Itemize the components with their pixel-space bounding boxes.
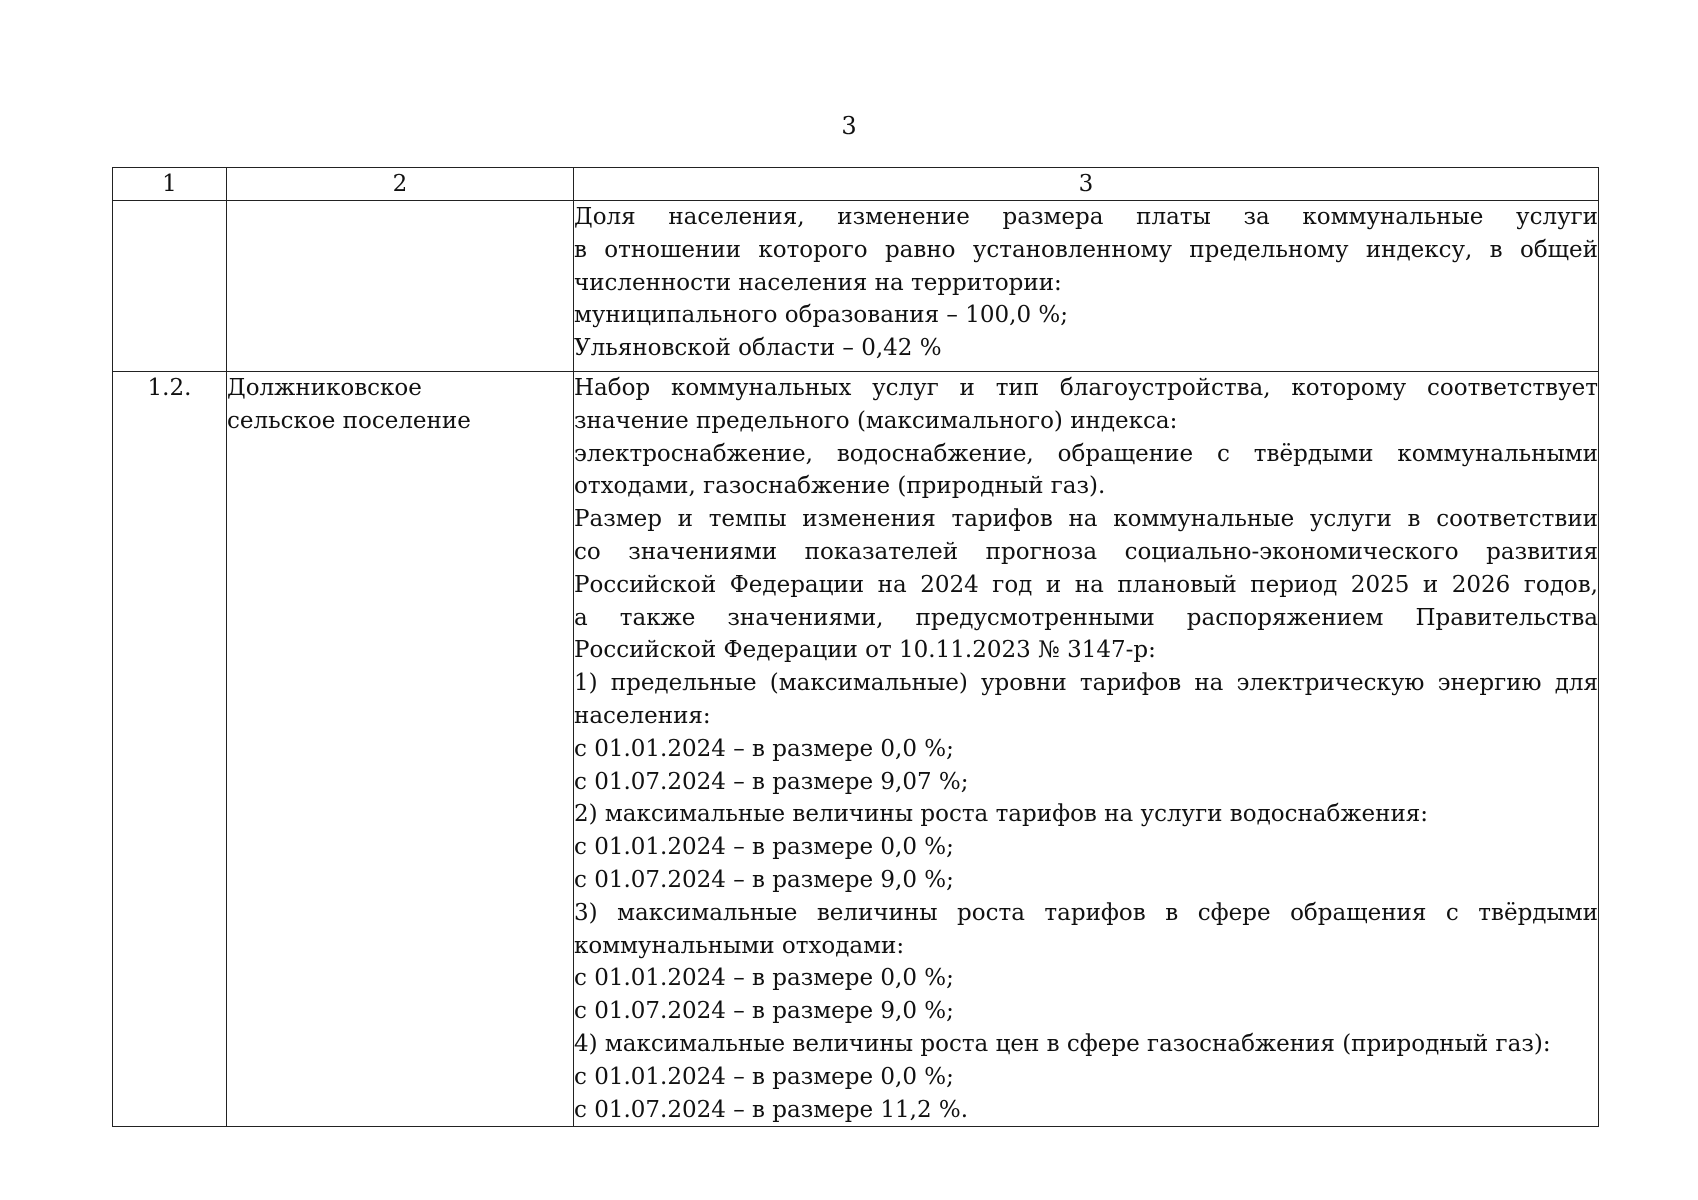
content-text-line: с 01.07.2024 – в размере 9,0 %;	[574, 866, 954, 893]
content-text-line: значение предельного (максимального) индекса:	[574, 407, 1178, 434]
row-number-cell	[113, 201, 227, 372]
content-text-line: с 01.07.2024 – в размере 11,2 %.	[574, 1096, 969, 1123]
content-text-line: Набор коммунальных услуг и тип благоустройства, которому соответствует	[574, 375, 1598, 401]
content-text-line: со значениями показателей прогноза социально-экономического развития	[574, 538, 1598, 565]
content-text-line: с 01.01.2024 – в размере 0,0 %;	[574, 834, 954, 861]
table-row	[113, 201, 1599, 372]
content-text-line: Ульяновской области – 0,42 %	[574, 335, 942, 362]
content-text-line: 4) максимальные величины роста цен в сфере газоснабжения (природный газ):	[574, 1030, 1551, 1057]
content-text-line: 2) максимальные величины роста тарифов на услуги водоснабжения:	[574, 801, 1429, 828]
content-text-line: электроснабжение, водоснабжение, обращение с твёрдыми коммунальными	[574, 440, 1598, 467]
content-text-line: с 01.07.2024 – в размере 9,07 %;	[574, 768, 969, 795]
content-text-line: Размер и темпы изменения тарифов на коммунальные услуги в соответствии	[574, 506, 1598, 533]
row-content-cell	[574, 201, 1599, 372]
row-number-cell: 1.2.	[113, 372, 227, 1127]
content-text-line: Российской Федерации на 2024 год и на плановый период 2025 и 2026 годов,	[574, 571, 1598, 598]
column-header-2: 2	[227, 168, 574, 201]
settlement-name-cell	[227, 201, 574, 372]
content-text-line: отходами, газоснабжение (природный газ).	[574, 473, 1106, 500]
row-content-cell	[574, 372, 1599, 1127]
column-header-1: 1	[113, 168, 227, 201]
content-text-line: 1) предельные (максимальные) уровни тарифов на электрическую энергию для	[574, 670, 1598, 697]
content-text-line: а также значениями, предусмотренными распоряжением Правительства	[574, 604, 1598, 631]
content-text-line: коммунальными отходами:	[574, 932, 905, 959]
content-text-line: Доля населения, изменение размера платы за коммунальные услуги	[574, 204, 1598, 230]
content-text-line: 3) максимальные величины роста тарифов в сфере обращения с твёрдыми	[574, 899, 1598, 926]
table-row	[113, 372, 1599, 1127]
document-table	[112, 167, 1599, 1127]
settlement-name-line: Должниковское	[227, 375, 422, 401]
content-text-line: с 01.01.2024 – в размере 0,0 %;	[574, 1063, 954, 1090]
column-header-3: 3	[574, 168, 1599, 201]
settlement-name-line: сельское поселение	[227, 407, 471, 434]
content-text-line: с 01.01.2024 – в размере 0,0 %;	[574, 965, 954, 992]
content-text-line: численности населения на территории:	[574, 269, 1062, 296]
table-header-row	[113, 168, 1599, 201]
content-text-line: с 01.07.2024 – в размере 9,0 %;	[574, 998, 954, 1025]
content-text-line: Российской Федерации от 10.11.2023 № 3147-р:	[574, 637, 1156, 664]
content-text-line: в отношении которого равно установленному предельному индексу, в общей	[574, 236, 1598, 263]
content-text-line: муниципального образования – 100,0 %;	[574, 302, 1068, 329]
settlement-name-cell	[227, 372, 574, 1127]
page-number: 3	[841, 112, 857, 140]
content-text-line: населения:	[574, 702, 711, 729]
content-text-line: с 01.01.2024 – в размере 0,0 %;	[574, 735, 954, 762]
